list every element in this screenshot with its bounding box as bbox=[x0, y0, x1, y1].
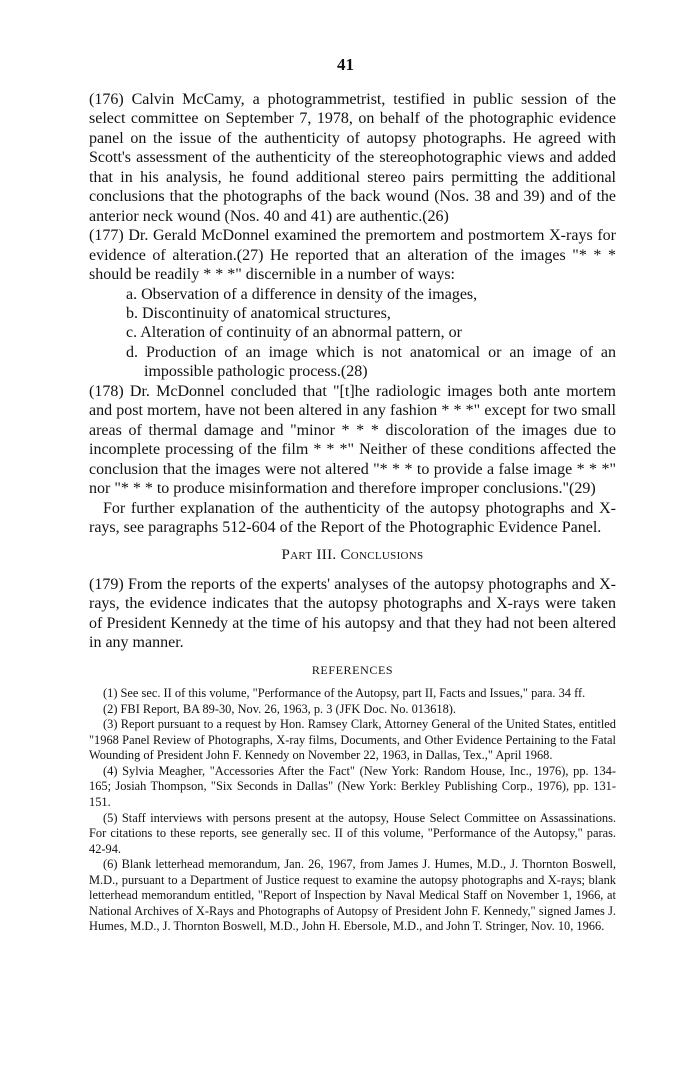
paragraph-179: (179) From the reports of the experts' analyses of the autopsy photographs and X-rays, the evidence indicates that the autopsy photographs and X-rays were taken of President Kennedy at the time of his autopsy and that they had not been altered in any manner. bbox=[89, 575, 616, 652]
paragraph-177: (177) Dr. Gerald McDonnel examined the premortem and postmortem X-rays for evidence of alteration.(27) He reported that an alteration of the images "* * * should be readily * * *" discernible in a number of ways: bbox=[89, 227, 616, 284]
part-heading-text: Part III. Conclusions bbox=[281, 547, 424, 564]
references-heading: REFERENCES bbox=[311, 662, 394, 677]
references-list bbox=[89, 686, 616, 935]
list-item: c. Alteration of continuity of an abnormal pattern, or bbox=[126, 324, 462, 342]
list-item: d. Production of an image which is not anatomical or an image of an impossible pathologic process.(28) bbox=[126, 343, 616, 381]
reference-item: (1) See sec. II of this volume, "Performance of the Autopsy, part II, Facts and Issues," para. 34 ff. bbox=[103, 686, 586, 701]
page-body bbox=[89, 90, 616, 935]
paragraph-further-explanation: For further explanation of the authenticity of the autopsy photographs and X-rays, see paragraphs 512-604 of the Report of the Photographic Evidence Panel. bbox=[89, 499, 616, 536]
reference-item: (2) FBI Report, BA 89-30, Nov. 26, 1963, p. 3 (JFK Doc. No. 013618). bbox=[103, 701, 457, 716]
part-heading bbox=[89, 546, 616, 565]
list-item: b. Discontinuity of anatomical structures, bbox=[126, 304, 391, 322]
reference-item: (3) Report pursuant to a request by Hon. Ramsey Clark, Attorney General of the United States, entitled "1968 Panel Review of Photographs, X-ray films, Documents, and Other Evidence Pertaining to the Fatal Wounding of President John F. Kennedy on November 22, 1963, in Dallas, Tex.," April 1968. bbox=[89, 717, 616, 763]
alteration-criteria-list bbox=[89, 285, 616, 382]
list-item: a. Observation of a difference in density of the images, bbox=[126, 285, 478, 303]
reference-item: (5) Staff interviews with persons present at the autopsy, House Select Committee on Assassinations. For citations to these reports, see generally sec. II of this volume, "Performance of the Autopsy," paras. 42-94. bbox=[89, 810, 616, 856]
page-number: 41 bbox=[337, 55, 354, 74]
paragraph-176: (176) Calvin McCamy, a photogrammetrist, testified in public session of the select committee on September 7, 1978, on behalf of the photographic evidence panel on the issue of the authenticity of autopsy photographs. He agreed with Scott's assessment of the authenticity of the stereophotographic views and added that in his analysis, he found additional stereo pairs permitting the additional conclusions that the photographs of the back wound (Nos. 38 and 39) and of the anterior neck wound (Nos. 40 and 41) are authentic.(26) bbox=[89, 91, 616, 225]
reference-item: (6) Blank letterhead memorandum, Jan. 26, 1967, from James J. Humes, M.D., J. Thornton Boswell, M.D., pursuant to a Department of Justice request to examine the autopsy photographs and X-rays; blank letterhead memorandum entitled, "Report of Inspection by Naval Medical Staff on November 1, 1966, at National Archives of X-Rays and Photographs of Autopsy of President John F. Kennedy," signed James J. Humes, M.D., J. Thornton Boswell, M.D., John H. Ebersole, M.D., and John T. Stringer, Nov. 10, 1966. bbox=[89, 857, 616, 934]
reference-item: (4) Sylvia Meagher, "Accessories After the Fact" (New York: Random House, Inc., 1976), pp. 134-165; Josiah Thompson, "Six Seconds in Dallas" (New York: Berkley Publishing Corp., 1976), pp. 131-151. bbox=[89, 763, 616, 809]
paragraph-178: (178) Dr. McDonnel concluded that "[t]he radiologic images both ante mortem and post mortem, have not been altered in any fashion * * *" except for two small areas of thermal damage and "minor * * * discoloration of the images due to incomplete processing of the film * * *" Neither of these conditions affected the conclusion that the images were not altered "* * * to provide a false image * * *" nor "* * * to produce misinformation and therefore improper conclusions."(29) bbox=[89, 382, 616, 498]
